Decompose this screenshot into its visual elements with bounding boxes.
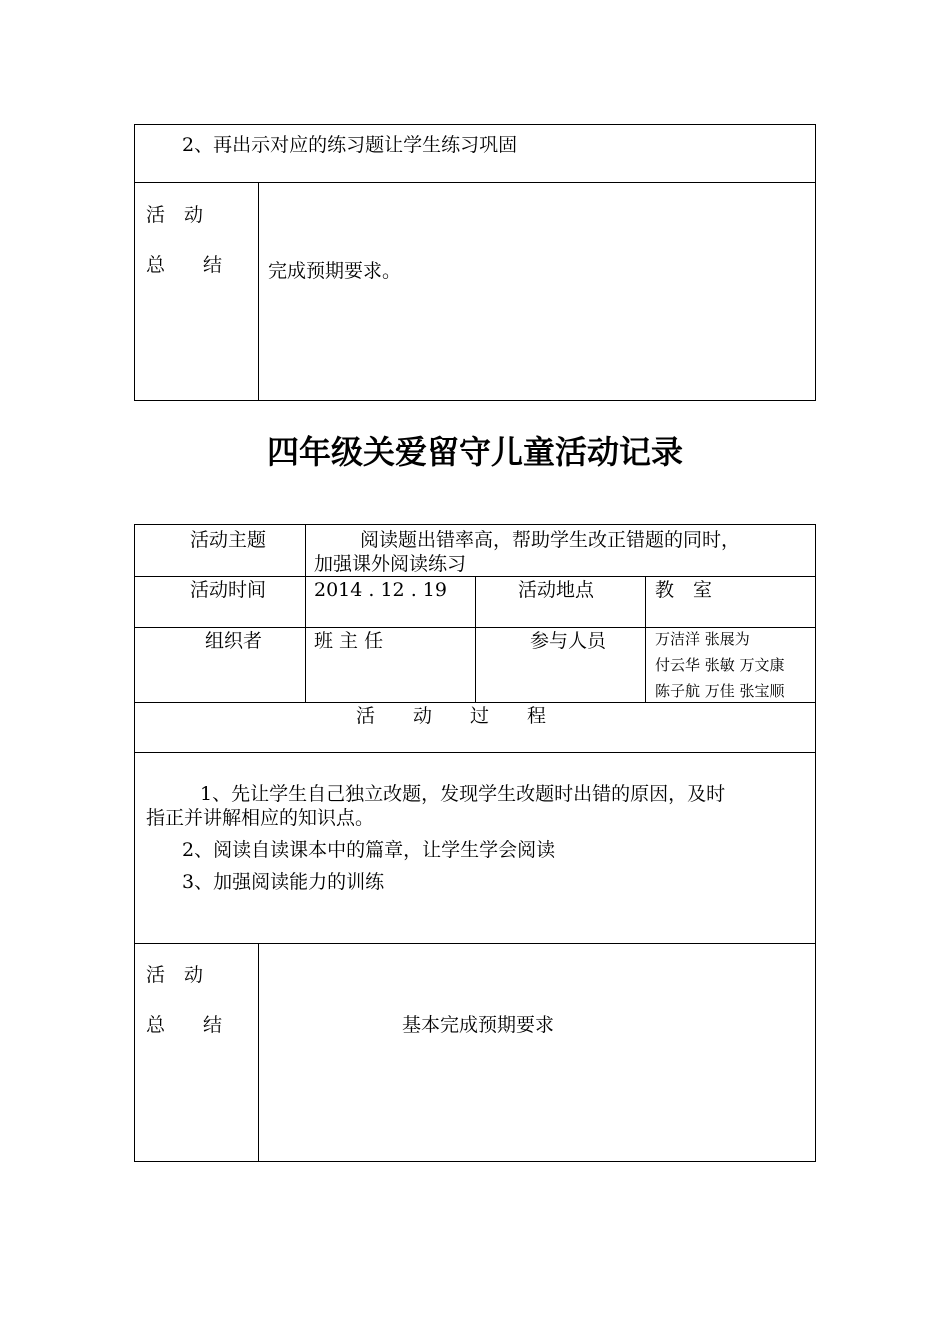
participants-line2: 付云华 张敏 万文康	[655, 656, 785, 674]
process-line-2: 指正并讲解相应的知识点。	[146, 807, 375, 829]
theme-text-line1: 阅读题出错率高，帮助学生改正错题的同时，	[360, 529, 741, 551]
place-value: 教 室	[655, 579, 713, 601]
participants-line3: 陈子航 万佳 张宝顺	[655, 682, 785, 700]
organizer-value: 班 主 任	[314, 630, 384, 652]
time-value: 2014 . 12 . 19	[314, 579, 447, 601]
theme-label: 活动主题	[190, 529, 267, 551]
process-line-3: 2、阅读自读课本中的篇章，让学生学会阅读	[182, 839, 556, 861]
process-line-1: 1、先让学生自己独立改题，发现学生改题时出错的原因，及时	[200, 783, 726, 805]
participants-label: 参与人员	[530, 630, 607, 652]
organizer-label: 组织者	[205, 630, 263, 652]
summary-text: 基本完成预期要求	[402, 1014, 555, 1036]
process-step-2: 2、再出示对应的练习题让学生练习巩固	[182, 134, 518, 156]
time-label: 活动时间	[190, 579, 267, 601]
participants-line1: 万洁洋 张展为	[655, 630, 750, 648]
summary-text: 完成预期要求。	[268, 260, 402, 282]
page-title: 四年级关爱留守儿童活动记录	[266, 433, 683, 471]
process-heading: 活 动 过 程	[356, 705, 547, 727]
summary-label-line2: 总 结	[146, 1014, 223, 1036]
summary-label-line1: 活 动	[146, 204, 204, 226]
summary-label-line2: 总 结	[146, 254, 223, 276]
theme-text-line2: 加强课外阅读练习	[314, 553, 467, 575]
process-line-4: 3、加强阅读能力的训练	[182, 871, 385, 893]
summary-label-line1: 活 动	[146, 964, 204, 986]
place-label: 活动地点	[518, 579, 595, 601]
